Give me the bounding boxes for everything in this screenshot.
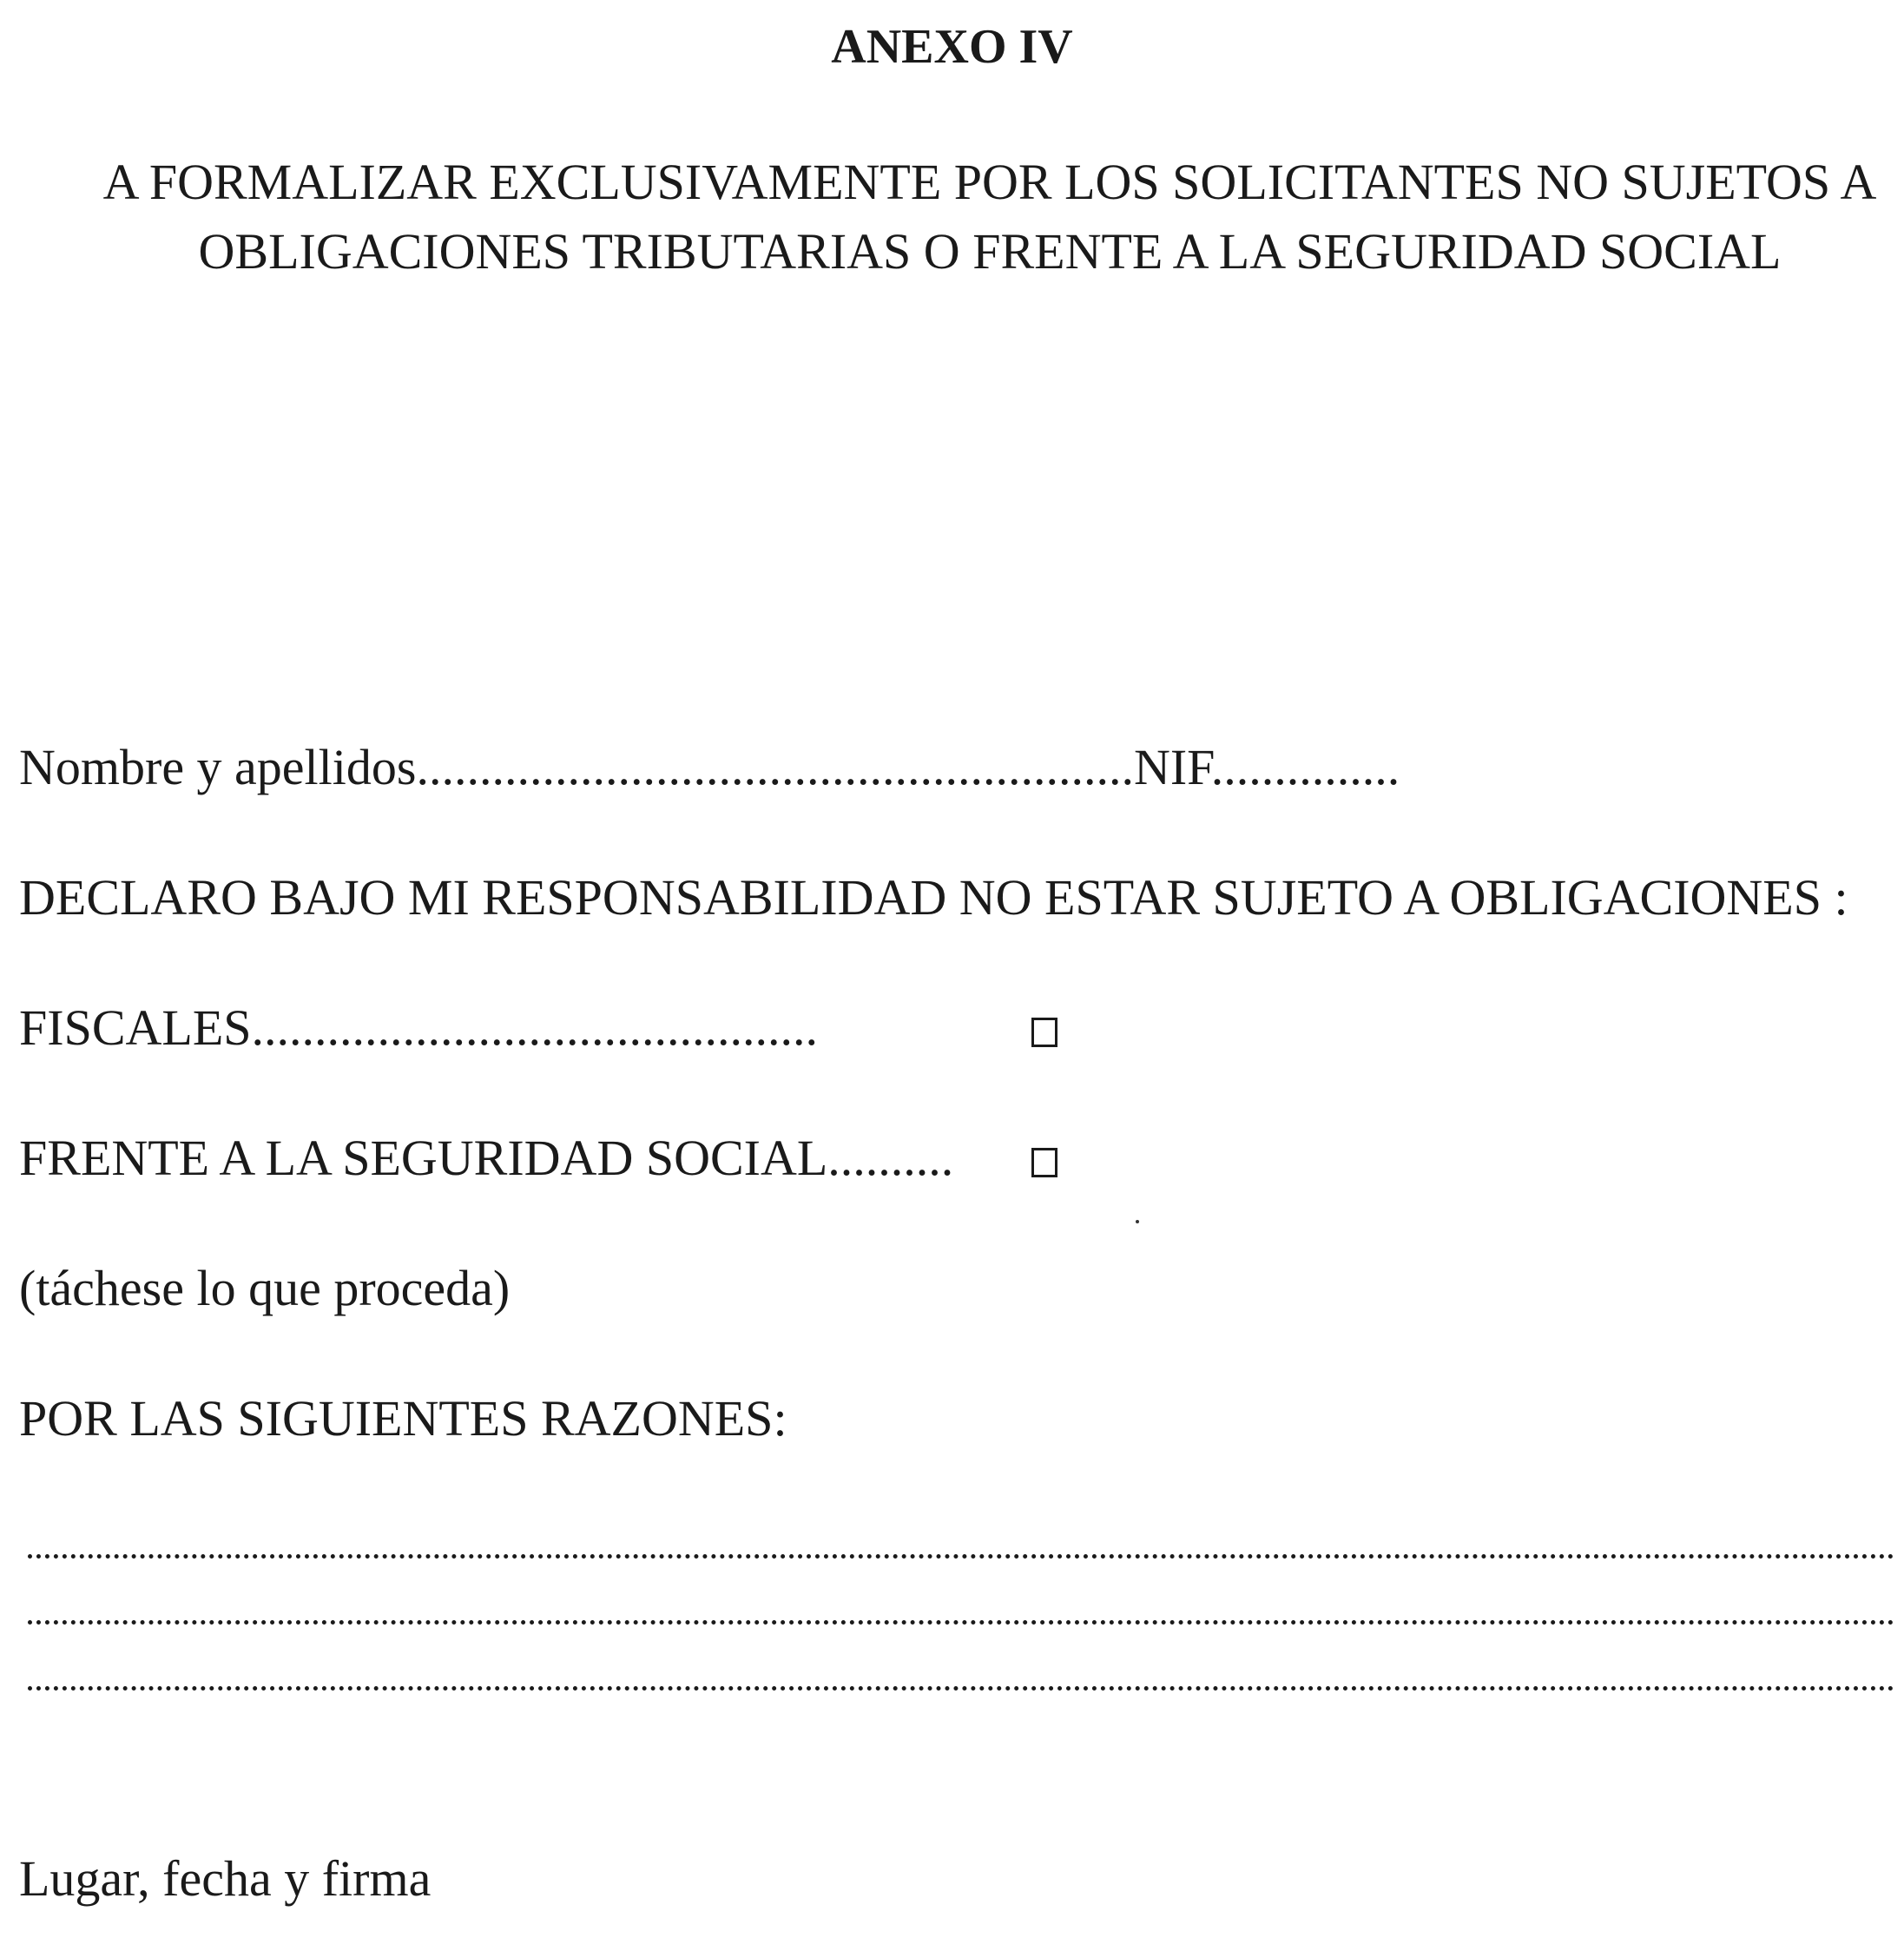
social-security-checkbox[interactable] [1031,1148,1057,1177]
reason-line-3[interactable] [28,1686,1894,1691]
option-fiscal-label: FISCALES............................................. [19,999,819,1056]
scan-speck [1136,1220,1139,1223]
reason-line-1[interactable] [28,1554,1894,1559]
reasons-label: POR LAS SIGUIENTES RAZONES: [19,1390,787,1447]
document-title: ANEXO IV [831,20,1073,74]
subtitle-line-1: A FORMALIZAR EXCLUSIVAMENTE POR LOS SOLICITANTES NO SUJETOS A [102,154,1877,210]
instruction-text: (táchese lo que proceda) [19,1260,511,1316]
name-nif-field[interactable]: Nombre y apellidos.........................................................NIF............... [19,739,1400,795]
reason-line-2[interactable] [28,1620,1894,1625]
fiscal-checkbox[interactable] [1031,1018,1057,1047]
option-social-label: FRENTE A LA SEGURIDAD SOCIAL.......... [19,1130,954,1186]
document-subtitle [87,148,1893,287]
signature-label: Lugar, fecha y firma [19,1850,432,1907]
subtitle-line-2: OBLIGACIONES TRIBUTARIAS O FRENTE A LA SEGURIDAD SOCIAL [198,223,1782,280]
declaration-text: DECLARO BAJO MI RESPONSABILIDAD NO ESTAR SUJETO A OBLIGACIONES : [19,869,1848,926]
